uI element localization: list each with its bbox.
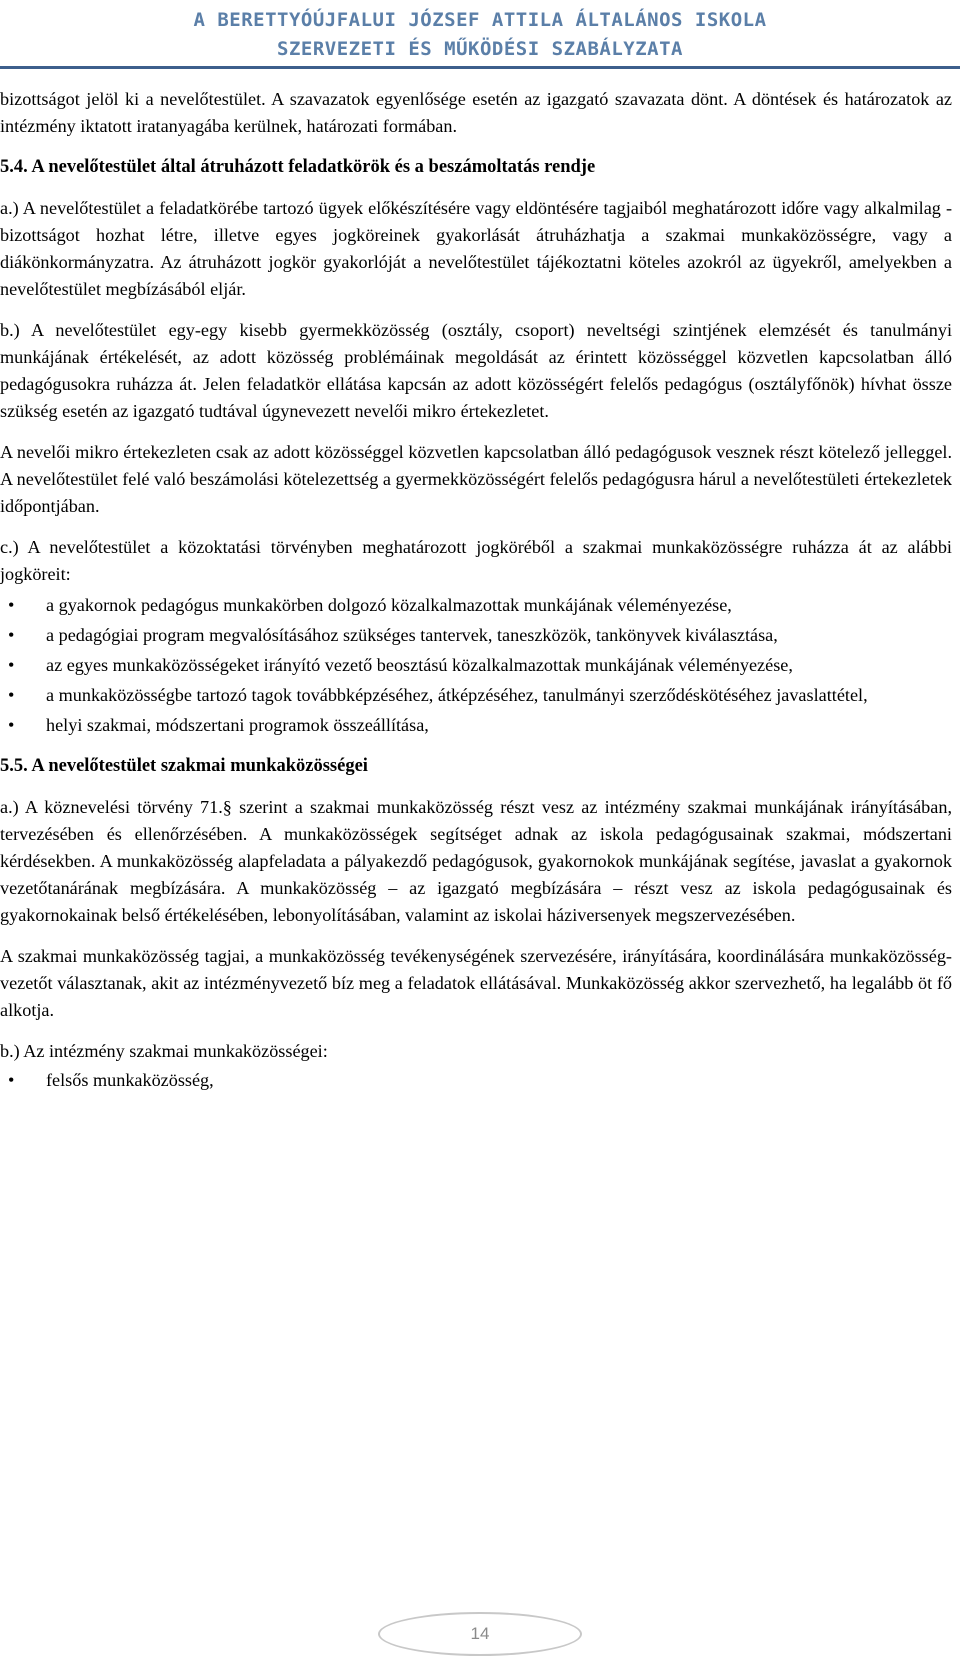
list-item: • a pedagógiai program megvalósításához szükséges tantervek, taneszközök, tankönyvek kiválasztása, — [0, 622, 952, 649]
intro-paragraph: bizottságot jelöl ki a nevelőtestület. A szavazatok egyenlősége esetén az igazgató szavazata dönt. A döntések és határozatok az intézmény iktatott iratanyagába kerülnek, határozati formában. — [0, 89, 952, 136]
list-item: • a munkaközösségbe tartozó tagok továbbképzéséhez, átképzéséhez, tanulmányi szerződéskötéséhez javaslattétel, — [0, 682, 952, 709]
page-content — [0, 86, 952, 1108]
list-item: • helyi szakmai, módszertani programok összeállítása, — [0, 712, 952, 739]
list-item: • felsős munkaközösség, — [0, 1067, 952, 1094]
section-5-4-title: 5.4. A nevelőtestület által átruházott feladatkörök és a beszámoltatás rendje — [0, 157, 596, 177]
bullet-icon: • — [8, 685, 15, 705]
section-5-4-paragraph-b: b.) A nevelőtestület egy-egy kisebb gyermekközösség (osztály, csoport) neveltségi szintjének elemzését és tanulmányi munkájának értékelését, az adott közösség problémáinak megoldását az érintett közösséggel közvetlen kapcsolatban álló pedagógusokra ruházza át. Jelen feladatkör ellátása kapcsán az adott közösségért felelős pedagógus (osztályfőnök) hívhat össze szükség esetén az igazgató tudtával úgynevezett nevelői mikro értekezletet. — [0, 320, 952, 421]
page-header — [0, 6, 960, 64]
header-divider — [0, 66, 960, 69]
page-number: 14 — [378, 1612, 582, 1656]
bullet-icon: • — [8, 625, 15, 645]
bullet-icon: • — [8, 655, 15, 675]
section-5-4-paragraph-a: a.) A nevelőtestület a feladatkörébe tartozó ügyek előkészítésére vagy eldöntésére tagjaiból meghatározott időre vagy alkalmilag - bizottságot hozhat létre, illetve egyes jogköreinek gyakorlását átruházhatja a szakmai munkaközösségre, vagy a diákönkormányzatra. Az átruházott jogkör gyakorlóját a nevelőtestület tájékoztatni köteles azokról az ügyekről, amelyekben a nevelőtestület megbízásából eljár. — [0, 198, 952, 299]
header-school-name: A BERETTYÓÚJFALUI JÓZSEF ATTILA ÁLTALÁNOS ISKOLA — [193, 9, 767, 31]
section-5-5-paragraph-b: b.) Az intézmény szakmai munkaközösségei: — [0, 1041, 328, 1061]
bullet-icon: • — [8, 1070, 15, 1090]
header-document-title: SZERVEZETI ÉS MŰKÖDÉSI SZABÁLYZATA — [277, 38, 683, 60]
list-item: • a gyakornok pedagógus munkakörben dolgozó közalkalmazottak munkájának véleményezése, — [0, 592, 952, 619]
section-5-4-paragraph-c: c.) A nevelőtestület a közoktatási törvényben meghatározott jogköréből a szakmai munkaközösségre ruházza át az alábbi jogköreit: — [0, 537, 952, 584]
page-footer — [0, 1612, 960, 1656]
section-5-5-title: 5.5. A nevelőtestület szakmai munkaközösségei — [0, 756, 368, 776]
section-5-4-paragraph-b2: A nevelői mikro értekezleten csak az adott közösséggel közvetlen kapcsolatban álló pedagógusok vesznek részt kötelező jelleggel. A nevelőtestület felé való beszámolási kötelezettség a gyermekközösségért felelős pedagógusra hárul a nevelőtestületi értekezletek időpontjában. — [0, 442, 952, 516]
section-5-5-paragraph-a: a.) A köznevelési törvény 71.§ szerint a szakmai munkaközösség részt vesz az intézmény szakmai munkájának irányításában, tervezésében és ellenőrzésében. A munkaközösségek segítséget adnak az iskola pedagógusainak szakmai, módszertani kérdésekben. A munkaközösség alapfeladata a pályakezdő pedagógusok, gyakornokok munkájának segítése, javaslat a gyakornok vezetőtanárának megbízására. A munkaközösség – az igazgató megbízására – részt vesz az iskola pedagógusainak és gyakornokainak belső értékelésében, lebonyolításában, valamint az iskolai háziversenyek megszervezésében. — [0, 797, 952, 925]
section-5-4-list — [0, 592, 952, 739]
section-5-5-paragraph-a2: A szakmai munkaközösség tagjai, a munkaközösség tevékenységének szervezésére, irányítására, koordinálására munkaközösség-vezetőt választanak, akit az intézményvezető bíz meg a feladatok ellátásával. Munkaközösség akkor szervezhető, ha legalább öt fő alkotja. — [0, 946, 952, 1020]
list-item: • az egyes munkaközösségeket irányító vezető beosztású közalkalmazottak munkájának véleményezése, — [0, 652, 952, 679]
section-5-5-list — [0, 1067, 952, 1094]
bullet-icon: • — [8, 595, 15, 615]
bullet-icon: • — [8, 715, 15, 735]
